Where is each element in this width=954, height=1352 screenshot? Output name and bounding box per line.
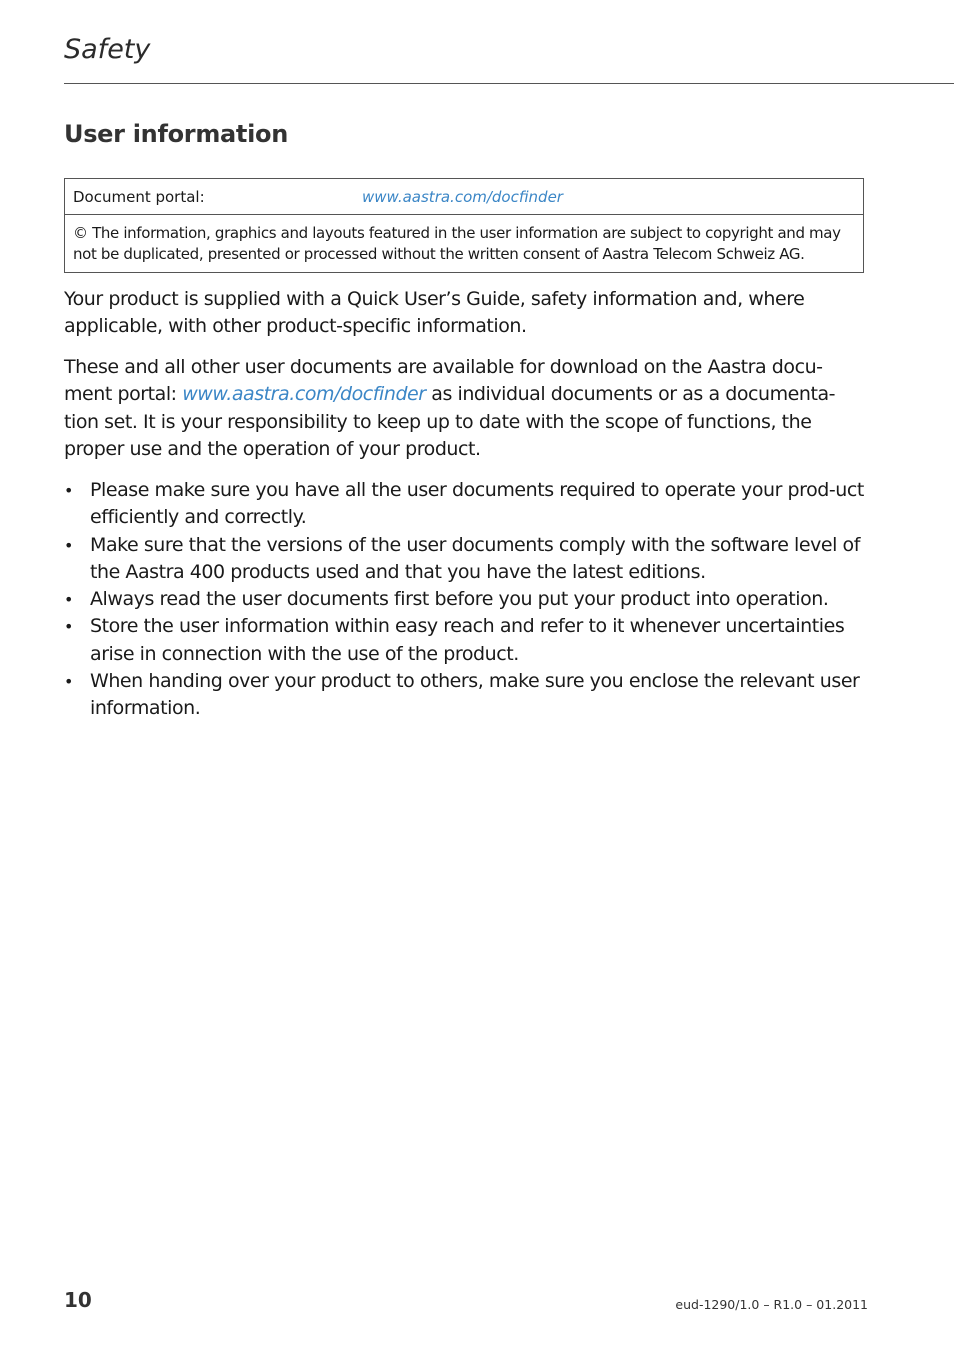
copyright-notice: © The information, graphics and layouts featured in the user information are subject to copyright and may not be duplicated, presented or processed without the written consent of Aastra Telecom Schweiz AG. [73,224,841,263]
list-item [64,477,866,532]
list-item-text: Store the user information within easy reach and refer to it whenever uncertainties arise in connection with the use of the product. [90,615,845,665]
info-box [64,178,864,273]
list-item-text: Make sure that the versions of the user documents comply with the software level of the Aastra 400 products used and that you have the latest editions. [90,533,860,583]
intro-paragraph: Your product is supplied with a Quick User’s Guide, safety information and, where applicable, with other product-specific information. [64,288,805,338]
download-paragraph [64,354,864,463]
document-portal-row [65,179,863,215]
list-item [64,668,866,723]
docfinder-link[interactable]: www.aastra.com/docfinder [182,383,426,406]
page-number: 10 [64,1288,92,1312]
list-item-text: Please make sure you have all the user documents required to operate your prod-uct efficiently and correctly. [90,479,864,529]
list-item-text: When handing over your product to others, make sure you enclose the relevant user information. [90,670,860,720]
download-paragraph-text-end: as individual documents or as a documenta-tion set. It is your responsibility to keep up to date with the scope of functions, the proper use and the operation of your product. [64,383,836,460]
instruction-list [64,477,866,723]
bullet-icon: • [64,590,73,610]
document-portal-label: Document portal: [73,187,205,206]
document-portal-link[interactable]: www.aastra.com/docfinder [362,187,563,206]
list-item [64,586,866,613]
list-item-text: Always read the user documents first before you put your product into operation. [90,588,829,611]
section-title: Safety [64,34,151,65]
header-divider [64,83,954,84]
bullet-icon: • [64,617,73,637]
list-item [64,532,866,587]
bullet-icon: • [64,481,73,500]
bullet-icon: • [64,535,73,555]
document-code: eud-1290/1.0 – R1.0 – 01.2011 [675,1297,868,1312]
page-heading: User information [64,120,288,148]
bullet-icon: • [64,672,73,692]
download-paragraph-text-start: These and all other user documents are available for download on the Aastra docu-ment portal: [64,356,823,406]
list-item [64,613,866,668]
